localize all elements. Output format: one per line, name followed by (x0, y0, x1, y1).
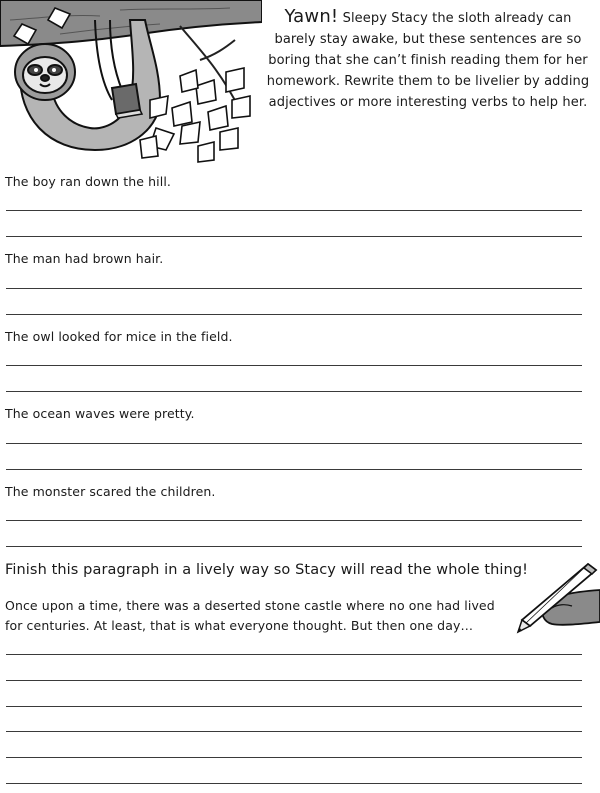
answer-line[interactable] (6, 546, 582, 547)
sloth-illustration (0, 0, 262, 168)
book (112, 84, 140, 114)
answer-line[interactable] (6, 236, 582, 237)
story-line[interactable] (6, 680, 582, 681)
answer-line[interactable] (6, 469, 582, 470)
hand-holding-pencil-icon (500, 556, 600, 636)
story-line[interactable] (6, 654, 582, 655)
answer-line[interactable] (6, 288, 582, 289)
story-line[interactable] (6, 783, 582, 784)
story-line[interactable] (6, 731, 582, 732)
sentence-1: The boy ran down the hill. (5, 174, 171, 189)
finish-heading: Finish this paragraph in a lively way so Stacy will read the whole thing! (5, 562, 529, 578)
sentence-5: The monster scared the children. (5, 484, 216, 499)
answer-line[interactable] (6, 314, 582, 315)
story-line[interactable] (6, 706, 582, 707)
sentence-3: The owl looked for mice in the field. (5, 329, 233, 344)
answer-line[interactable] (6, 443, 582, 444)
intro-text (262, 6, 594, 113)
sentence-2: The man had brown hair. (5, 251, 164, 266)
answer-line[interactable] (6, 365, 582, 366)
story-line[interactable] (6, 757, 582, 758)
intro-body: Sleepy Stacy the sloth already can barely stay awake, but these sentences are so boring that she can’t finish reading them for her homework. Rewrite them to be livelier by adding adjectives or more interesting verbs to help her. (266, 11, 590, 110)
answer-line[interactable] (6, 210, 582, 211)
intro-yawn: Yawn! (284, 6, 339, 27)
answer-line[interactable] (6, 520, 582, 521)
sentence-4: The ocean waves were pretty. (5, 406, 195, 421)
answer-line[interactable] (6, 391, 582, 392)
story-starter: Once upon a time, there was a deserted stone castle where no one had lived for centuries. At least, that is what everyone thought. But then one day… (5, 598, 495, 633)
